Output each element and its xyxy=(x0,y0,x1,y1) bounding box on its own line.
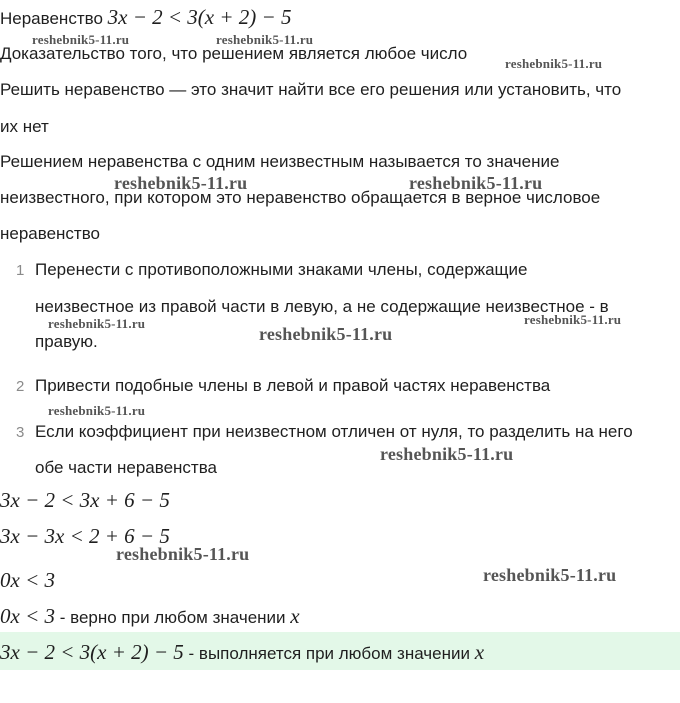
equation-4 xyxy=(0,604,300,629)
equation-1: 3x − 2 < 3x + 6 − 5 xyxy=(0,488,170,512)
watermark: reshebnik5-11.ru xyxy=(32,32,130,47)
watermark: reshebnik5-11.ru xyxy=(259,324,393,344)
page-title xyxy=(0,5,291,30)
watermark: reshebnik5-11.ru xyxy=(380,444,514,464)
definition-solution-line-3: неравенство xyxy=(0,224,101,243)
conclusion-expr: 3x − 2 < 3(x + 2) − 5 xyxy=(0,640,184,664)
equation-3: 0x < 3 xyxy=(0,568,55,592)
equation-4-var: x xyxy=(290,604,300,628)
watermark: reshebnik5-11.ru xyxy=(48,403,146,418)
definition-solution-line-1: Решением неравенства с одним неизвестным называется то значение xyxy=(0,152,560,171)
title-expression: 3x − 2 < 3(x + 2) − 5 xyxy=(107,5,292,29)
equation-4-expr: 0x < 3 xyxy=(0,604,55,628)
step-number: 1 xyxy=(16,262,25,279)
claim-text: Доказательство того, что решением является любое число xyxy=(0,44,468,63)
equation-2: 3x − 3x < 2 + 6 − 5 xyxy=(0,524,170,548)
definition-solve-line-1: Решить неравенство — это значит найти все его решения или установить, что xyxy=(0,80,622,99)
step-3-line-2: обе части неравенства xyxy=(35,458,218,477)
conclusion xyxy=(0,640,484,665)
step-number: 3 xyxy=(16,424,25,441)
watermark: reshebnik5-11.ru xyxy=(114,173,248,193)
step-1-line-3: правую. xyxy=(35,332,98,351)
watermark: reshebnik5-11.ru xyxy=(524,312,622,327)
definition-solve-line-2: их нет xyxy=(0,117,49,136)
equation-4-text: - верно при любом значении xyxy=(55,608,291,627)
watermark: reshebnik5-11.ru xyxy=(505,56,603,71)
conclusion-var: x xyxy=(474,640,485,664)
definition-solution-line-2: неизвестного, при котором это неравенство обращается в верное числовое xyxy=(0,188,601,207)
watermark: reshebnik5-11.ru xyxy=(116,544,250,564)
step-number: 2 xyxy=(16,378,25,395)
watermark: reshebnik5-11.ru xyxy=(48,316,146,331)
step-1-line-2: неизвестное из правой части в левую, а не содержащие неизвестное - в xyxy=(35,297,609,316)
watermark: reshebnik5-11.ru xyxy=(483,565,617,585)
conclusion-text: - выполняется при любом значении xyxy=(183,644,475,663)
watermark: reshebnik5-11.ru xyxy=(409,173,543,193)
step-2-line-1: Привести подобные члены в левой и правой частях неравенства xyxy=(35,376,551,395)
title-prefix: Неравенство xyxy=(0,9,103,28)
watermark: reshebnik5-11.ru xyxy=(216,32,314,47)
step-3-line-1: Если коэффициент при неизвестном отличен от нуля, то разделить на него xyxy=(35,422,633,441)
step-1-line-1: Перенести с противоположными знаками члены, содержащие xyxy=(35,260,528,279)
